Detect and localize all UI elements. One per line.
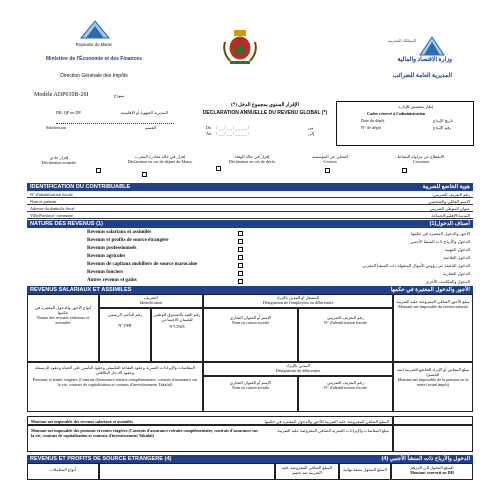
pensions-montant: مبلغ المعاش أو الإيراد الخاضع للضريبة (بعد الخصم) Montant net imposable de la pension ou la rente (avant impôt) bbox=[393, 362, 473, 412]
dr-label: DR, QP ou DP bbox=[56, 110, 81, 115]
declaration-title-ar: الإقرار السنوي بمجموع الدخل (*) bbox=[231, 103, 299, 108]
nature-item-autres-checkbox[interactable] bbox=[238, 279, 243, 284]
right-dgi-ar: المديرية العامة للضرائب bbox=[392, 73, 452, 79]
nature-item-agricoles: Revenus agricoles bbox=[87, 254, 126, 259]
nature-item-etranger-checkbox[interactable] bbox=[238, 239, 243, 244]
subdivision-label-ar: القسم bbox=[145, 125, 157, 130]
nature-item-etranger: Revenus et profits de source étrangère bbox=[87, 238, 169, 243]
left-logo bbox=[78, 20, 112, 42]
dr-label-ar: المديرية الجهوية أو الإقليمية bbox=[120, 110, 168, 115]
period-to-date[interactable]: / _ _ / _ _ / _ _ _ _ / bbox=[216, 131, 249, 136]
etranger-section-header: REVENUS ET PROFITS DE SOURCE ETRANGERE (4) الدخول والأرباح ذات المنشأ الأجنبي (4) bbox=[27, 455, 473, 463]
salaires-col-cnss: رقم القيد بالصندوق الوطني للضمان الاجتماعي N°CNSS bbox=[151, 308, 203, 362]
right-ministry-ar: المملكة المغربية bbox=[387, 38, 416, 43]
pensions-debirentier: المدين بالإيراد Désignation du débirentier bbox=[203, 362, 393, 376]
pensions-if: رقم التعريف الضريبي N° d'identification fiscale bbox=[298, 376, 393, 412]
moroccan-coat-of-arms bbox=[222, 28, 258, 66]
total-pensions-value[interactable] bbox=[393, 425, 473, 452]
nature-item-salaires-checkbox[interactable] bbox=[238, 231, 243, 236]
total-pensions-row[interactable]: Montant net imposable des pensions et rentes viagères (Contrats d'assurance retraite complémentaire, contrats d'assurance sur la vie, contrats de capitalisation et contrats d'investissement Takaful) مبلغ المعاشات والإيرادات العمرية الصافي المفروضة عليه الضريبة bbox=[27, 425, 393, 452]
model-number-ar: نموذج bbox=[114, 93, 125, 98]
nature-item-capitaux-checkbox[interactable] bbox=[238, 263, 243, 268]
nature-section-header: NATURE DES REVENUS (1) أصناف الدخول(1) bbox=[27, 220, 473, 228]
decl-type-cession-checkbox[interactable] bbox=[325, 168, 330, 173]
decl-type-death[interactable]: إقرار في حالة الوفاة Déclaration en cas de décès bbox=[228, 154, 276, 164]
nature-item-autres: Autres revenus et gains bbox=[87, 278, 137, 283]
period-to-label: Au bbox=[206, 131, 212, 136]
decl-type-departure[interactable]: إقرار في حالة مغادرة المغرب Déclaration en cas de départ du Maroc bbox=[127, 154, 193, 164]
salaires-col-identification: التعريف Identification bbox=[99, 294, 203, 308]
ident-row-name[interactable]: Nom et prénom الإسم العائلي والشخصي bbox=[27, 198, 473, 205]
period-to-ar: إلى bbox=[308, 131, 314, 136]
nature-item-professionnels-checkbox[interactable] bbox=[238, 247, 243, 252]
period-from-date[interactable]: / _ _ / _ _ / _ _ _ _ / bbox=[216, 125, 249, 130]
salaires-col-if: رقم التعريف الضريبي N° d'identification fiscale bbox=[298, 308, 393, 362]
ident-row-if[interactable]: N° d'identification fiscale رقم التعريف الضريبي bbox=[27, 191, 473, 198]
salaires-section-header: REVENUS SALARIAUX ET ASSIMILES الأجور والدخول المعتبرة في حكمها bbox=[27, 286, 473, 294]
nature-item-agricoles-checkbox[interactable] bbox=[238, 255, 243, 260]
decl-type-cessation[interactable]: الانقطاع عن مزاولة النشاط Cessation bbox=[397, 154, 445, 164]
period-from-label: Du bbox=[206, 125, 212, 130]
salaires-col-raison: الإسم أو العنوان التجاري Nom ou raison sociale bbox=[203, 308, 298, 362]
declaration-title-fr: DECLARATION ANNUELLE DU REVENU GLOBAL (*) bbox=[202, 110, 328, 116]
totals-table bbox=[27, 416, 473, 452]
decl-type-departure-checkbox[interactable] bbox=[142, 172, 147, 177]
etranger-col-blank bbox=[99, 463, 275, 480]
ident-section-header: IDENTIFICATION DU CONTRIBUABLE هوية الخاضع للضريبة bbox=[27, 183, 473, 191]
ident-row-address[interactable]: Adresse du domicile fiscal عنوان الموطن الضريبي bbox=[27, 205, 473, 212]
nature-item-fonciers-checkbox[interactable] bbox=[238, 271, 243, 276]
decl-type-normal[interactable]: إقرار عادي Déclaration normale bbox=[41, 155, 77, 165]
period-from-ar: من bbox=[308, 125, 314, 130]
nature-item-capitaux: Revenus de capitaux mobiliers de source marocaine bbox=[87, 262, 198, 267]
decl-type-cessation-checkbox[interactable] bbox=[402, 168, 407, 173]
salaires-col-employer: المشغل أو المدين بالإيراد Désignation de l'employeur ou débirentier bbox=[203, 294, 393, 308]
model-number: Modèle ADP010B-26I bbox=[34, 92, 89, 98]
ministry-name: Ministère de l'Économie et des Finances bbox=[46, 56, 142, 62]
decl-type-cession[interactable]: التخلي عن المؤسسة Cession bbox=[312, 154, 348, 164]
pensions-desc: المعاشات والإيرادات العمرية وعقود التقاعد التكميلي وعقود التأمين على الحياة وعقود الرسملة وعقود الادخار التكافلي Pensions et rentes viagères (Contrats d'assurance retraite complémentaire, contrats d'assurance sur la vie, contrats de capitalisation et contrats d'investissement Takaful) bbox=[27, 362, 203, 412]
salaires-col-nature: أنواع الأجور والدخول المعتبرة في حكمها Nature des revenus salariaux et assimilés bbox=[27, 294, 99, 362]
dgi-name: Direction Générale des Impôts bbox=[60, 73, 128, 79]
salaires-col-ppr: رقم التأجير الرسمي N° PPR bbox=[99, 308, 151, 362]
subdivision-label: Subdivision bbox=[46, 125, 67, 130]
nature-list: Revenus salariaux et assimilés الأجور والدخول المعتبرة في حكمها Revenus et profits de source étrangère الدخول والأرباح ذات المنشأ الأجنبي Revenus professionnels الدخول المهنية Revenus agricoles الدخول الفلاحية Revenus de capitaux mobiliers de source marocaine الدخول الناشئة عن رؤوس الأموال المنقولة ذات المنشأ المغربي Revenus fonciers الدخول العقارية Autres revenus et gains الدخول والمكاسب الأخرى bbox=[87, 230, 470, 284]
etranger-table bbox=[27, 463, 473, 480]
decl-type-death-checkbox[interactable] bbox=[216, 166, 221, 171]
pensions-table bbox=[27, 362, 473, 412]
total-salaires-value[interactable] bbox=[393, 416, 473, 425]
etranger-col-converted: المبلغ المحول إلى الدرهم Montant converti en DH bbox=[391, 463, 473, 480]
ident-row-city[interactable]: Ville/Province/ commune المدينة/الإقليم/الجماعة bbox=[27, 212, 473, 219]
salaires-table bbox=[27, 294, 473, 362]
etranger-col-nature: أنواع المعاملات bbox=[27, 463, 99, 480]
total-salaires-row[interactable]: Montant net imposable des revenus salariaux et assimilés المبلغ الصافي المفروضة عليه الضريبة للأجور والدخول المعتبرة في حكمها bbox=[27, 416, 393, 425]
decl-type-normal-checkbox[interactable] bbox=[96, 168, 101, 173]
nature-item-salaires: Revenus salariaux et assimilés bbox=[87, 230, 152, 235]
nature-item-professionnels: Revenus professionnels bbox=[87, 246, 137, 251]
left-logo-caption: Royaume du Maroc bbox=[75, 42, 113, 47]
salaires-col-montant: مبلغ الأجور الصافي المفروضة عليه الضريبة Montant net imposable du revenu salarial bbox=[393, 294, 473, 362]
pensions-raison: الإسم أو العنوان التجاري Nom ou raison sociale bbox=[203, 376, 298, 412]
right-ministry-ar2: وزارة الاقتصاد والمالية bbox=[397, 57, 452, 63]
admin-reserved-box: إطار مخصص للإدارة Cadre réservé à l'administration Date du dépôt تاريخ الإيداع N° de dépôt رقم الإيداع bbox=[336, 101, 474, 146]
nature-item-fonciers: Revenus fonciers bbox=[87, 270, 124, 275]
etranger-col-transfer: المبلغ المحول بصفة نهائية bbox=[339, 463, 391, 480]
right-logo bbox=[418, 36, 446, 58]
etranger-col-net: المبلغ الصافي المفروضة عليه الضريبة بعد خصم bbox=[275, 463, 339, 480]
